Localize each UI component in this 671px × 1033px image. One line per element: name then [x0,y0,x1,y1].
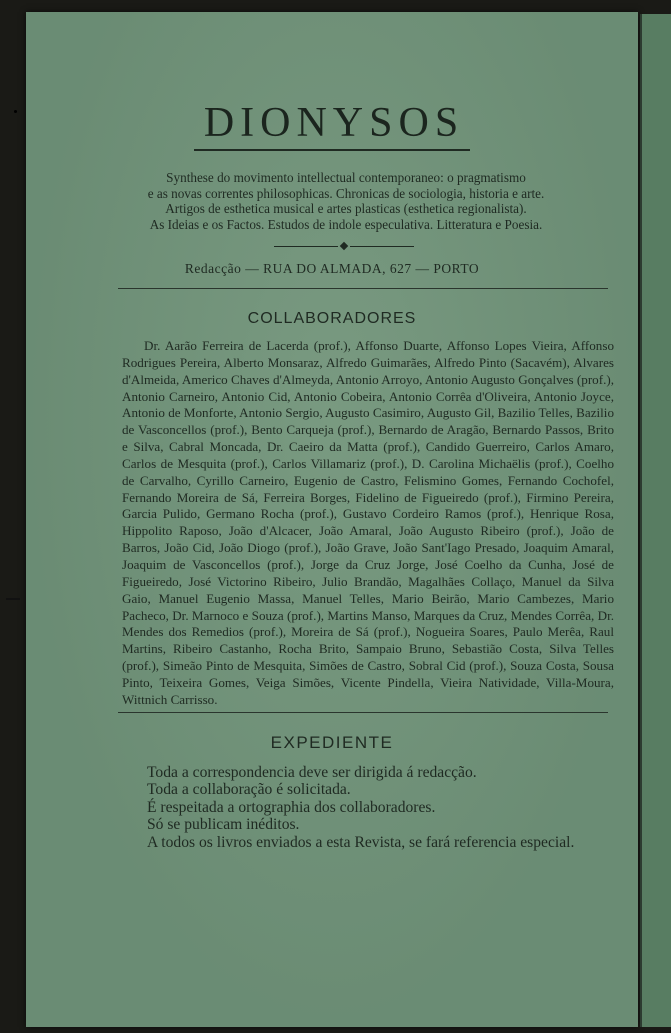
collaboradores-heading: COLLABORADORES [247,310,417,327]
list-item: É respeitada a ortographia dos collaboradores. [147,798,436,816]
journal-title: DIONYSOS [194,99,470,151]
list-item: A todos os livros enviados a esta Revista, se fará referencia especial. [147,833,575,851]
subtitle-line: Artigos de esthetica musical e artes plasticas (esthetica regionalista). [165,201,527,216]
expediente-heading: EXPEDIENTE [270,733,394,752]
expediente-list [147,764,617,851]
list-item: Toda a collaboração é solicitada. [147,781,351,799]
adjacent-page-edge [640,14,671,1027]
subtitle-line: Synthese do movimento intellectual contemporaneo: o pragmatismo [166,170,526,185]
page [26,12,638,1027]
divider-rule [118,712,608,713]
subtitle-line: e as novas correntes philosophicas. Chronicas de sociologia, historia e arte. [147,185,545,201]
ink-speck [14,110,17,113]
list-item: Só se publicam inéditos. [147,816,300,834]
subtitle-line: As Ideias e os Factos. Estudos de indole especulativa. Litteratura e Poesia. [149,216,543,232]
divider-rule [118,288,608,289]
margin-mark [6,598,20,600]
address-line: Redacção — RUA DO ALMADA, 627 — PORTO [184,261,480,276]
collaboradores-list: Dr. Aarão Ferreira de Lacerda (prof.), Affonso Duarte, Affonso Lopes Vieira, Affonso Rodrigues Pereira, Alberto Monsaraz, Alfredo Guimarães, Alfredo Pinto (Sacavém), Alvares d'Almeida, Americo Chaves d'Almeyda, Antonio Arroyo, Antonio Augusto Gonçalves (prof.), Antonio Carneiro, Antonio Cid, Antonio Cobeira, Antonio Corrêa d'Oliveira, Antonio Joyce, Antonio de Monforte, Antonio Sergio, Augusto Casimiro, Augusto Gil, Bazilio Telles, Bazilio de Vasconcellos (prof.), Bento Carqueja (prof.), Bernardo de Aragão, Bernardo Passos, Brito e Silva, Cabral Moncada, Dr. Caeiro da Matta (prof.), Candido Guerreiro, Carlos Amaro, Carlos de Mesquita (prof.), Carlos Villamariz (prof.), D. Carolina Michaëlis (prof.), Coelho de Carvalho, Cyrillo Carneiro, Eugenio de Castro, Felismino Gomes, Fernando Cochofel, Fernando Moreira de Sá, Ferreira Borges, Fidelino de Figueiredo (prof.), Firmino Pereira, Garcia Pulido, Germano Rocha (prof.), Gustavo Cordeiro Ramos (prof.), Henrique Rosa, Hippolito Raposo, João d'Alcacer, João Amaral, João Augusto Ribeiro (prof.), João de Barros, João Cid, João Diogo (prof.), João Grave, João Sant'Iago Presado, Joaquim Amaral, Joaquim de Vasconcellos (prof.), Jorge da Cruz Jorge, José Coelho da Cunha, José de Figueiredo, José Victorino Ribeiro, Julio Brandão, Magalhães Collaço, Manuel da Silva Gaio, Manuel Eugenio Massa, Manuel Telles, Mario Beirão, Mario Cambezes, Mario Pacheco, Dr. Marnoco e Souza (prof.), Martins Manso, Marques da Cruz, Mendes Corrêa, Dr. Mendes dos Remedios (prof.), Moreira de Sá (prof.), Nogueira Soares, Paulo Merêa, Raul Martins, Ribeiro Castanho, Rocha Brito, Sampaio Bruno, Sebastião Costa, Silva Telles (prof.), Simeão Pinto de Mesquita, Simões de Castro, Sobral Cid (prof.), Souza Costa, Sousa Pinto, Teixeira Gomes, Veiga Simões, Vicente Pindella, Vieira Natividade, Villa-Moura, Wittnich Carrisso. [122,338,614,707]
ornament-divider [274,242,414,250]
masthead [26,99,638,151]
subtitle [126,170,566,232]
list-item: Toda a correspondencia deve ser dirigida á redacção. [147,764,477,781]
